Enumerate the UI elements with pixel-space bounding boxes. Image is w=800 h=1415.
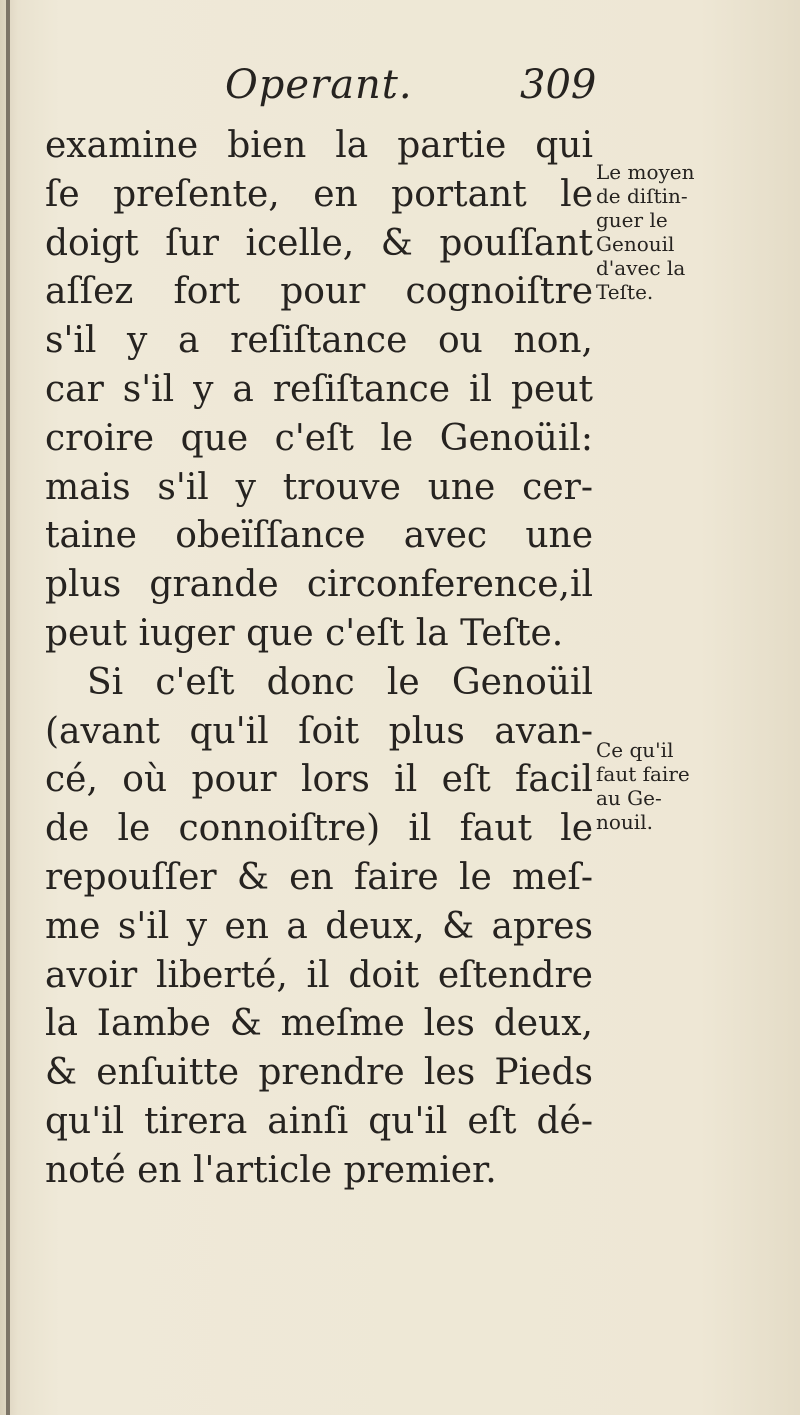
margin-note-line: au Ge- <box>596 786 662 810</box>
text-line: s'il y a reſiſtance ou non, <box>45 320 593 362</box>
text-line: me s'il y en a deux, & apres <box>45 905 593 947</box>
running-head: Operant. <box>225 62 413 108</box>
margin-note-line: guer le <box>596 208 668 232</box>
text-line: repouſſer & en faire le meſ- <box>45 856 593 898</box>
margin-note-line: Teſte. <box>596 280 654 304</box>
margin-note-distinguish <box>596 160 741 304</box>
margin-note-line: Le moyen <box>596 160 695 184</box>
text-line: plus grande circonference,il <box>45 564 593 606</box>
text-line: Si c'eſt donc le Genoüil <box>87 661 593 703</box>
text-line: peut iuger que c'eſt la Teſte. <box>45 612 564 654</box>
page-gutter <box>6 0 10 1415</box>
text-line: (avant qu'il ſoit plus avan- <box>45 710 593 752</box>
body-text <box>45 122 593 1196</box>
text-line: aſſez fort pour cognoiſtre <box>45 271 593 313</box>
text-line: cé, où pour lors il eſt facil <box>45 759 593 801</box>
text-line: taine obeïſſance avec une <box>45 515 593 557</box>
text-line: la Iambe & meſme les deux, <box>45 1003 593 1045</box>
margin-note-line: de diſtin- <box>596 184 688 208</box>
margin-note-knee <box>596 738 741 834</box>
text-line: avoir liberté, il doit eſtendre <box>45 954 593 996</box>
text-line: ſe preſente, en portant le <box>45 173 593 215</box>
text-line: mais s'il y trouve une cer- <box>45 466 593 508</box>
margin-note-line: d'avec la <box>596 256 686 280</box>
margin-note-line: faut faire <box>596 762 690 786</box>
page-header <box>0 62 800 122</box>
text-line: noté en l'article premier. <box>45 1149 497 1191</box>
page-number: 309 <box>520 62 597 108</box>
text-line: de le connoiſtre) il faut le <box>45 808 593 850</box>
margin-note-line: nouil. <box>596 810 653 834</box>
text-line: qu'il tirera ainſi qu'il eſt dé- <box>45 1100 593 1142</box>
margin-note-line: Genouil <box>596 232 675 256</box>
text-line: examine bien la partie qui <box>45 125 593 166</box>
text-line: car s'il y a reſiſtance il peut <box>45 368 593 410</box>
text-line: doigt ſur icelle, & pouſſant <box>45 222 593 264</box>
text-line: & enſuitte prendre les Pieds <box>45 1052 593 1094</box>
margin-note-line: Ce qu'il <box>596 738 674 762</box>
text-line: croire que c'eſt le Genoüil: <box>45 417 593 459</box>
